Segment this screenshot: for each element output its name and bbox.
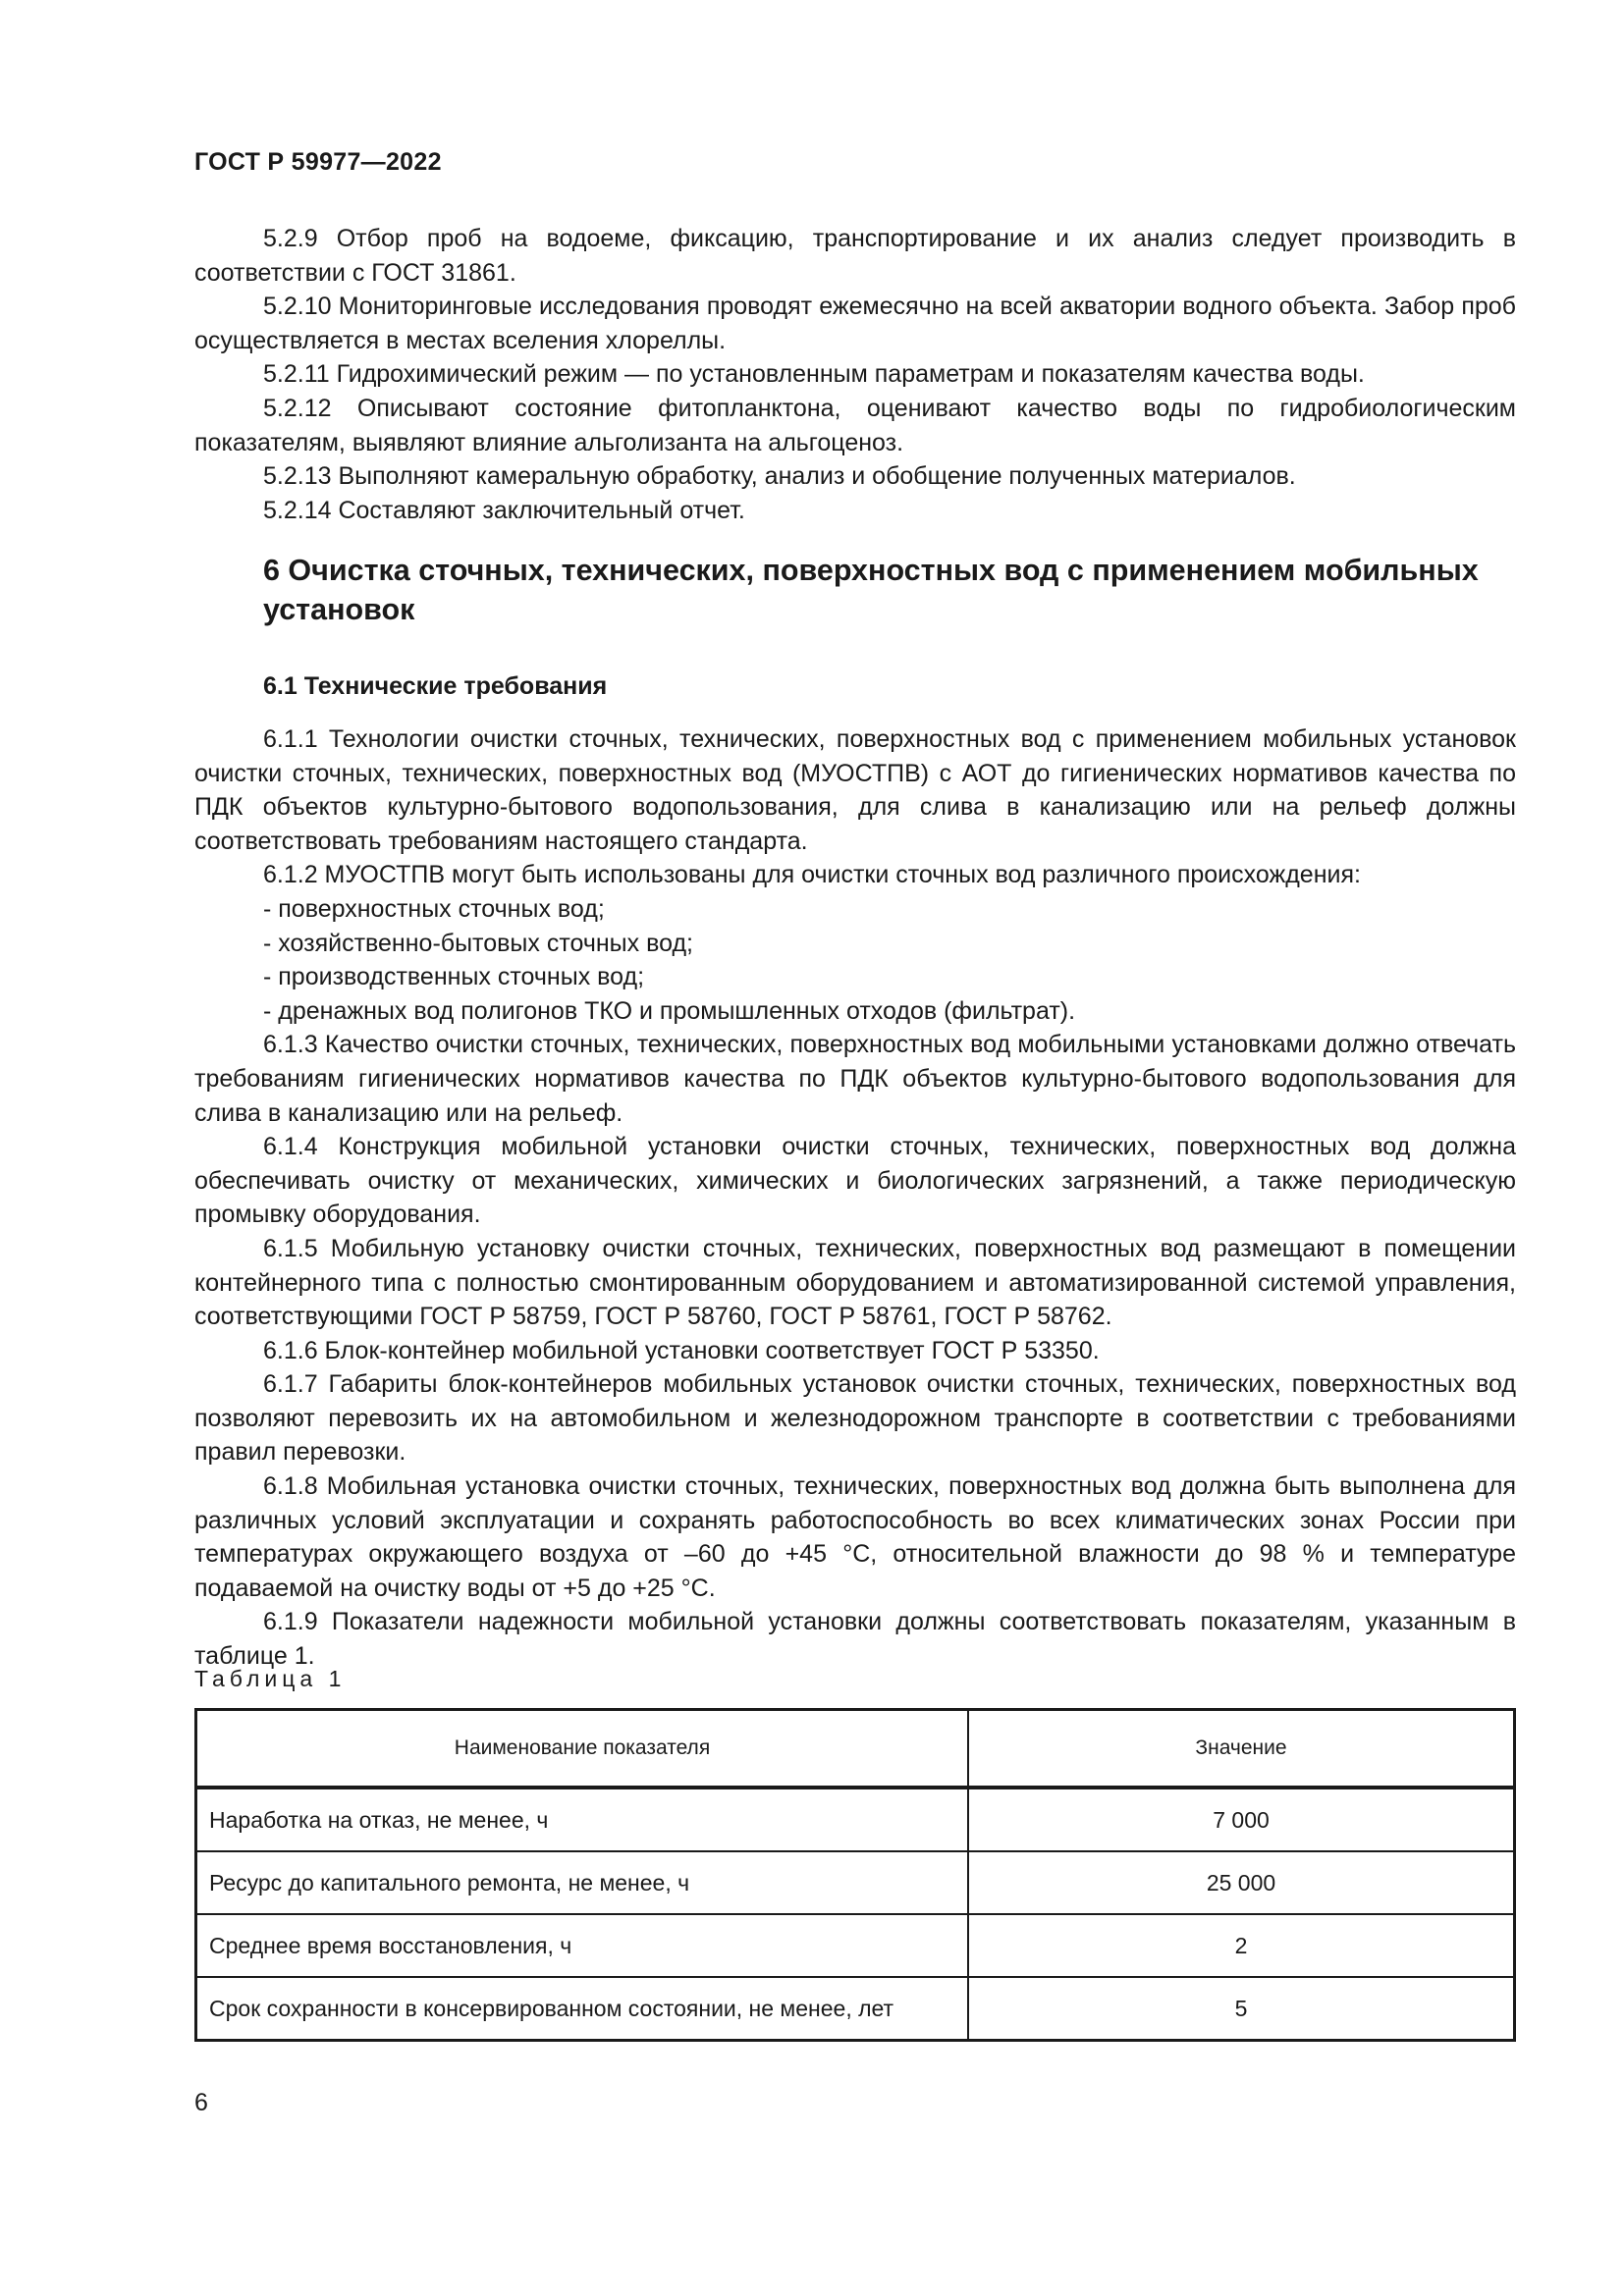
indicator-cell: Ресурс до капитального ремонта, не менее, ч (196, 1851, 969, 1914)
paragraph-6-1-5: 6.1.5 Мобильную установку очистки сточных, технических, поверхностных вод размещают в помещении контейнерного типа с полностью смонтированным оборудованием и автоматизированной системой управления, соответствующими ГОСТ Р 58759, ГОСТ Р 58760, ГОСТ Р 58761, ГОСТ Р 58762. (194, 1234, 1516, 1331)
paragraph-6-1-7: 6.1.7 Габариты блок-контейнеров мобильных установок очистки сточных, технических, поверхностных вод позволяют перевозить их на автомобильном и железнодорожном транспорте в соответствии с требованиями правил перевозки. (194, 1370, 1516, 1467)
section-title: 6 Очистка сточных, технических, поверхностных вод с применением мобильных установок (263, 554, 1479, 626)
intro-section (194, 222, 1516, 527)
table-row (196, 1914, 1515, 1977)
paragraph-6-1-8: 6.1.8 Мобильная установка очистки сточных, технических, поверхностных вод должна быть выполнена для различных условий эксплуатации и сохранять работоспособность во всех климатических зонах России при температурах окружающего воздуха от –60 до +45 °С, относительной влажности до 98 % и температуре подаваемой на очистку воды от +5 до +25 °С. (194, 1472, 1516, 1602)
paragraph-6-1-6: 6.1.6 Блок-контейнер мобильной установки соответствует ГОСТ Р 53350. (263, 1336, 1100, 1364)
value-cell: 5 (968, 1977, 1515, 2041)
indicator-cell: Наработка на отказ, не менее, ч (196, 1788, 969, 1851)
paragraph-6-1-1: 6.1.1 Технологии очистки сточных, технических, поверхностных вод с применением мобильных установок очистки сточных, технических, поверхностных вод (МУОСТПВ) с АОТ до гигиенических нормативов качества по ПДК объектов культурно-бытового водопользования, для слива в канализацию или на рельеф должны соответствовать требованиям настоящего стандарта. (194, 725, 1516, 855)
list-item: - поверхностных сточных вод; (263, 894, 605, 923)
paragraph-5-2-11: 5.2.11 Гидрохимический режим — по установленным параметрам и показателям качества воды. (263, 360, 1365, 389)
value-cell: 25 000 (968, 1851, 1515, 1914)
page-number: 6 (194, 2089, 208, 2116)
reliability-table (194, 1708, 1516, 2042)
list-item: - хозяйственно-бытовых сточных вод; (263, 929, 693, 957)
value-cell: 7 000 (968, 1788, 1515, 1851)
paragraph-5-2-13: 5.2.13 Выполняют камеральную обработку, анализ и обобщение полученных материалов. (263, 462, 1296, 491)
table-row (196, 1788, 1515, 1851)
paragraph-5-2-9: 5.2.9 Отбор проб на водоеме, фиксацию, транспортирование и их анализ следует производить в соответствии с ГОСТ 31861. (194, 225, 1516, 287)
subsection-title: 6.1 Технические требования (263, 672, 608, 700)
list-item: - производственных сточных вод; (263, 963, 645, 991)
paragraph-6-1-4: 6.1.4 Конструкция мобильной установки очистки сточных, технических, поверхностных вод должна обеспечивать очистку от механических, химических и биологических загрязнений, а также периодическую промывку оборудования. (194, 1133, 1516, 1229)
list-item: - дренажных вод полигонов ТКО и промышленных отходов (фильтрат). (263, 996, 1076, 1025)
paragraph-5-2-14: 5.2.14 Составляют заключительный отчет. (263, 496, 745, 524)
indicator-cell: Срок сохранности в консервированном состоянии, не менее, лет (196, 1977, 969, 2041)
table-row (196, 1977, 1515, 2041)
column-header-value: Значение (968, 1710, 1515, 1789)
document-header: ГОСТ Р 59977—2022 (194, 148, 442, 176)
table-header-row (196, 1710, 1515, 1789)
paragraph-6-1-2: 6.1.2 МУОСТПВ могут быть использованы для очистки сточных вод различного происхождения: (263, 861, 1361, 889)
table-row (196, 1851, 1515, 1914)
paragraph-6-1-3: 6.1.3 Качество очистки сточных, технических, поверхностных вод мобильными установками должно отвечать требованиям гигиенических нормативов качества по ПДК объектов культурно-бытового водопользования для слива в канализацию или на рельеф. (194, 1031, 1516, 1127)
requirements-section (194, 722, 1516, 1674)
paragraph-5-2-10: 5.2.10 Мониторинговые исследования проводят ежемесячно на всей акватории водного объекта. Забор проб осуществляется в местах вселения хлореллы. (194, 293, 1516, 354)
paragraph-6-1-9: 6.1.9 Показатели надежности мобильной установки должны соответствовать показателям, указанным в таблице 1. (194, 1608, 1516, 1671)
paragraph-5-2-12: 5.2.12 Описывают состояние фитопланктона, оценивают качество воды по гидробиологическим показателям, выявляют влияние альголизанта на альгоценоз. (194, 394, 1516, 456)
indicator-cell: Среднее время восстановления, ч (196, 1914, 969, 1977)
value-cell: 2 (968, 1914, 1515, 1977)
table-caption: Таблица 1 (194, 1666, 347, 1691)
column-header-indicator: Наименование показателя (196, 1710, 969, 1789)
